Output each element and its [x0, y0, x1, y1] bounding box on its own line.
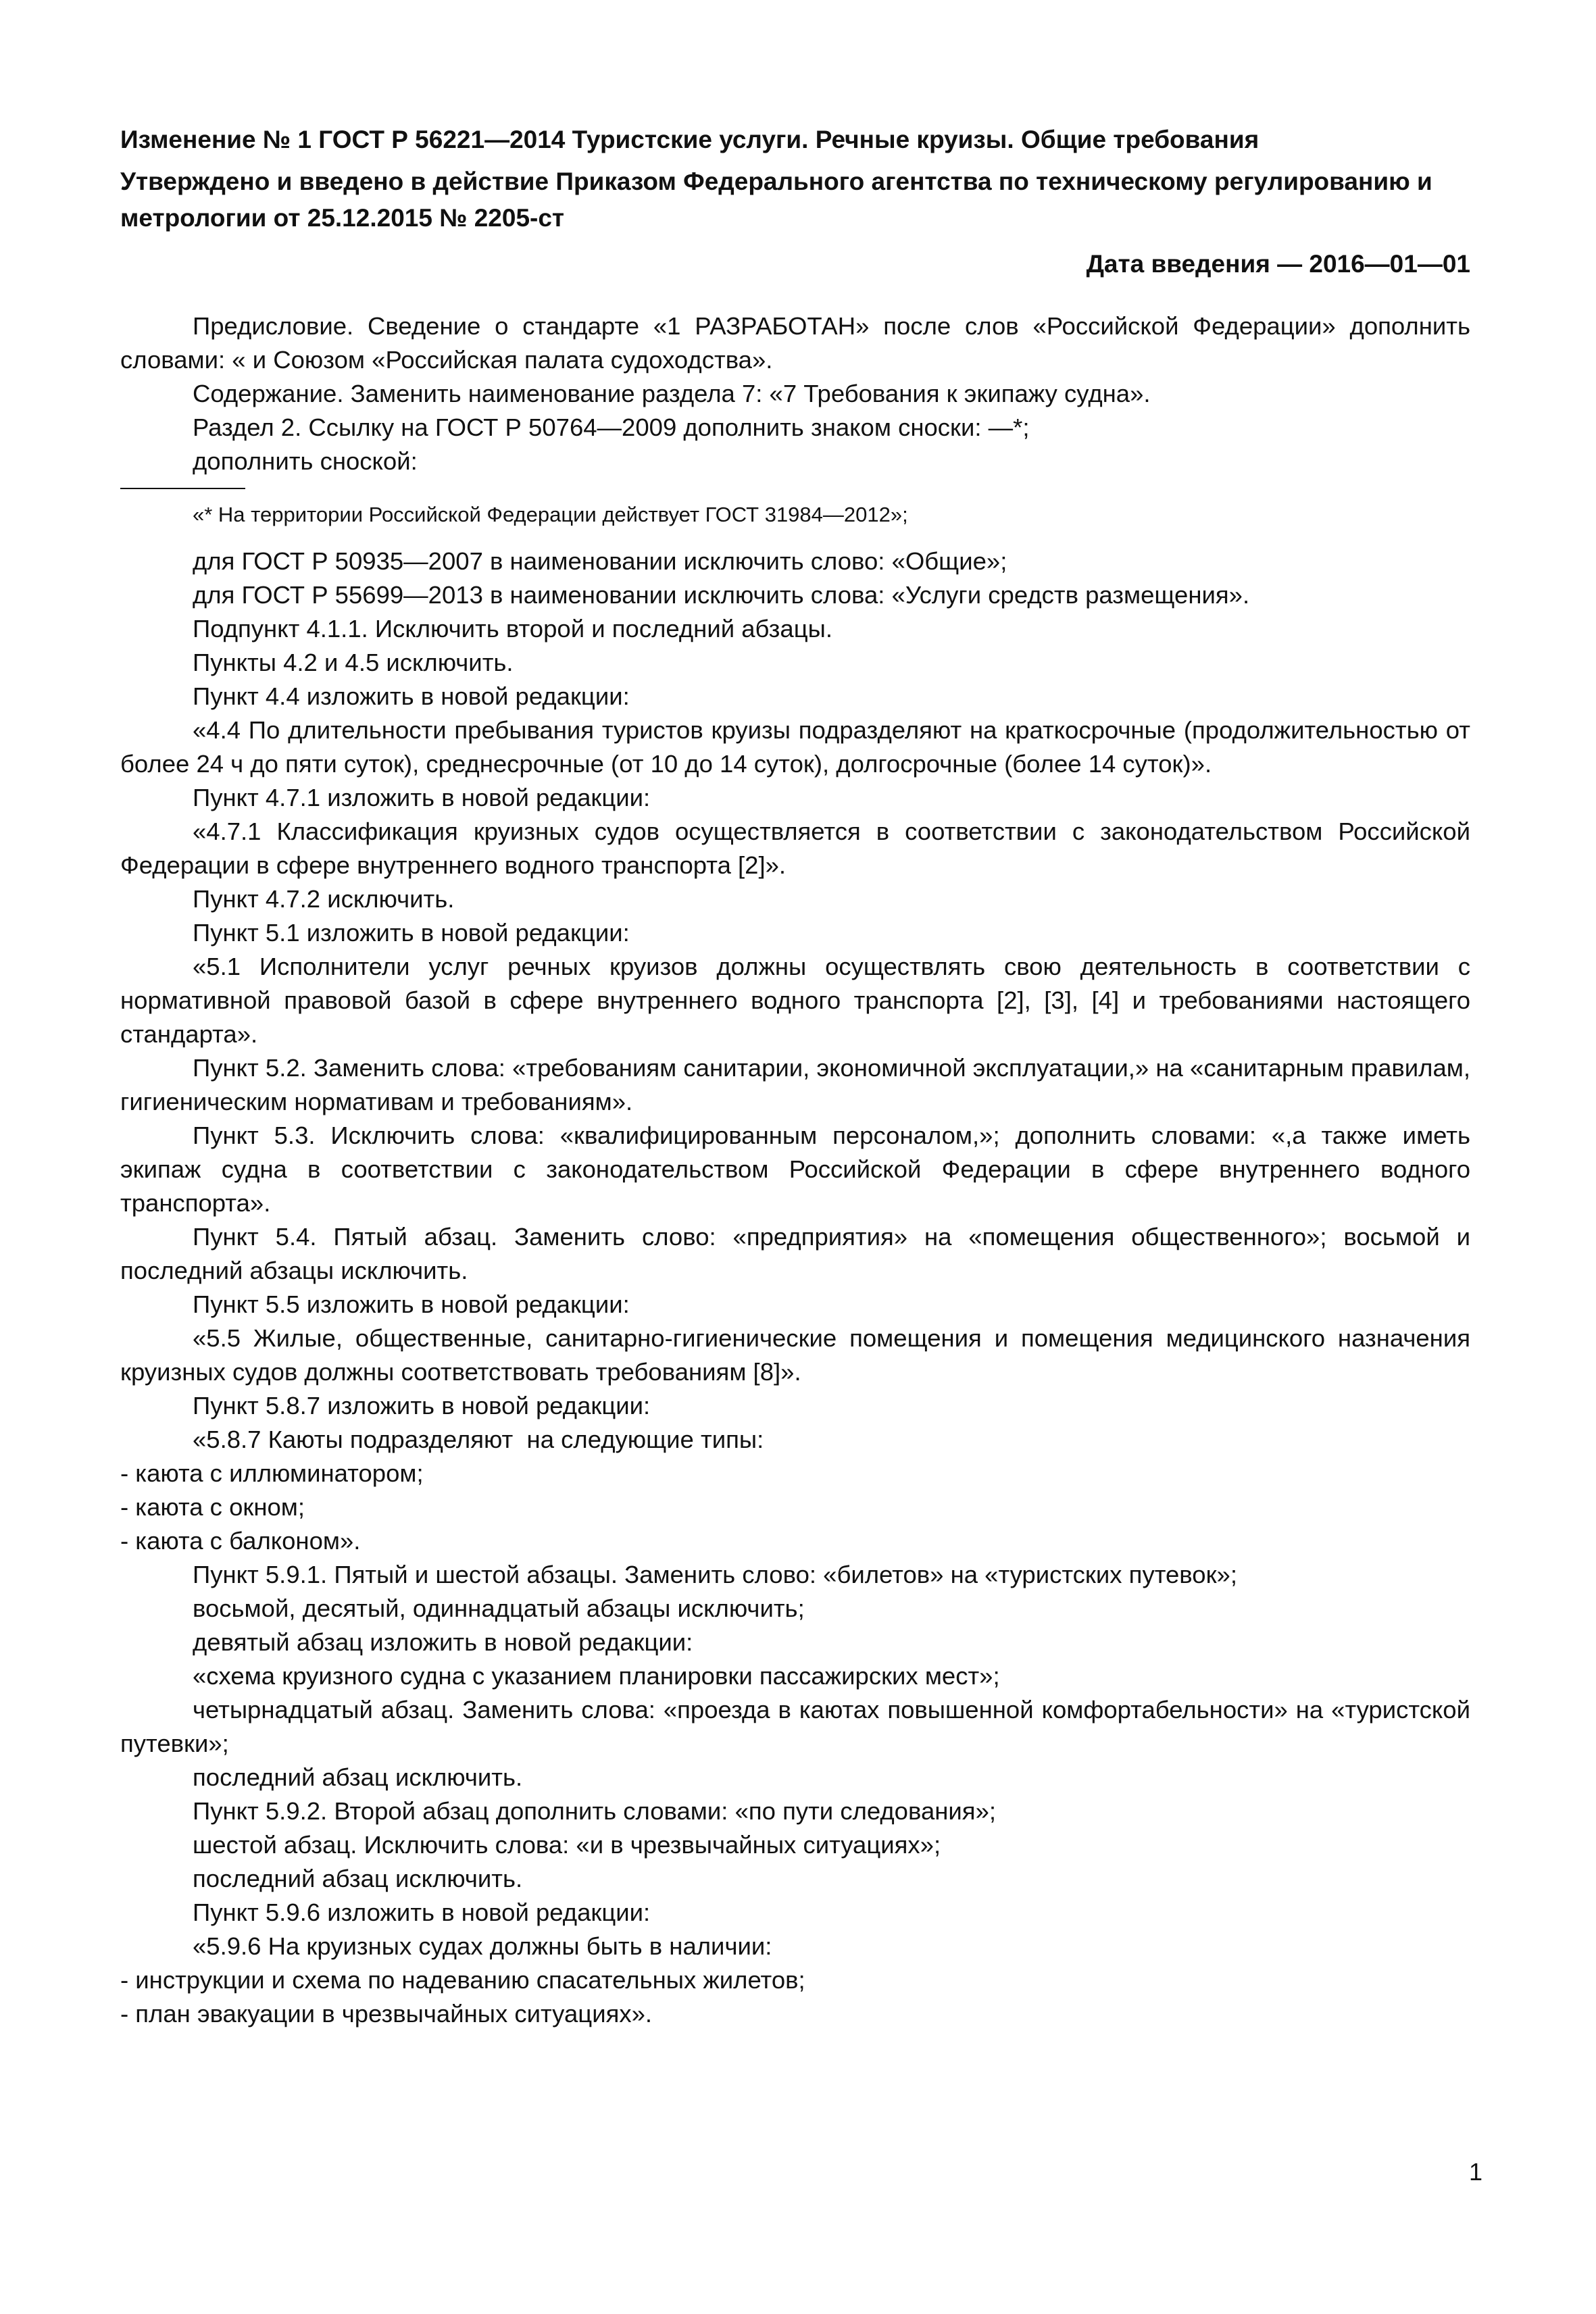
quoted-paragraph: «4.4 По длительности пребывания туристов круизы подразделяют на краткосрочные (продолжительностью от более 24 ч до пяти суток), среднесрочные (от 10 до 14 суток), долгосрочные (более 14 суток)».: [120, 716, 1470, 778]
paragraph: четырнадцатый абзац. Заменить слова: «проезда в каютах повышенной комфортабельности» на «туристской путевки»;: [120, 1696, 1470, 1757]
quoted-paragraph: «схема круизного судна с указанием планировки пассажирских мест»;: [193, 1662, 1000, 1690]
paragraph: Пункт 5.2. Заменить слова: «требованиям санитарии, экономичной эксплуатации,» на «санитарным правилам, гигиеническим нормативам и требованиям».: [120, 1054, 1470, 1115]
footnote-divider: [120, 488, 245, 489]
quoted-paragraph: «5.1 Исполнители услуг речных круизов должны осуществлять свою деятельность в соответствии с нормативной правовой базой в сфере внутреннего водного транспорта [2], [3], [4] и требованиями настоящего стандарта».: [120, 953, 1470, 1048]
paragraph: шестой абзац. Исключить слова: «и в чрезвычайных ситуациях»;: [193, 1831, 941, 1859]
list-item: - инструкции и схема по надеванию спасательных жилетов;: [120, 1966, 805, 1994]
paragraph: Пункт 4.4 изложить в новой редакции:: [193, 682, 630, 710]
paragraph: Раздел 2. Ссылку на ГОСТ Р 50764—2009 дополнить знаком сноски: —*;: [193, 413, 1030, 441]
effective-date: Дата введения — 2016—01—01: [1086, 250, 1470, 278]
paragraph: Пункт 5.8.7 изложить в новой редакции:: [193, 1392, 651, 1419]
paragraph: девятый абзац изложить в новой редакции:: [193, 1628, 693, 1656]
paragraph: дополнить сноской:: [193, 447, 418, 475]
paragraph: Содержание. Заменить наименование раздела 7: «7 Требования к экипажу судна».: [193, 380, 1151, 407]
paragraph: последний абзац исключить.: [193, 1865, 523, 1892]
paragraph: Пункт 5.9.6 изложить в новой редакции:: [193, 1898, 651, 1926]
quoted-paragraph: «5.9.6 На круизных судах должны быть в наличии:: [193, 1932, 772, 1960]
list-item: - каюта с иллюминатором;: [120, 1459, 424, 1487]
list-item: - каюта с балконом».: [120, 1527, 361, 1555]
paragraph: Пункт 5.9.1. Пятый и шестой абзацы. Заменить слово: «билетов» на «туристских путевок»;: [193, 1561, 1237, 1588]
paragraph: для ГОСТ Р 55699—2013 в наименовании исключить слова: «Услуги средств размещения».: [193, 581, 1250, 609]
paragraph: Пункт 4.7.2 исключить.: [193, 885, 455, 913]
paragraph: Пункт 4.7.1 изложить в новой редакции:: [193, 784, 651, 811]
page-number: 1: [1468, 2158, 1482, 2186]
paragraph: для ГОСТ Р 50935—2007 в наименовании исключить слово: «Общие»;: [193, 547, 1007, 575]
paragraph: восьмой, десятый, одиннадцатый абзацы исключить;: [193, 1594, 805, 1622]
footnote-text: «* На территории Российской Федерации действует ГОСТ 31984—2012»;: [193, 503, 908, 526]
paragraph: Пункт 5.1 изложить в новой редакции:: [193, 919, 630, 947]
amendment-title: Изменение № 1 ГОСТ Р 56221—2014 Туристские услуги. Речные круизы. Общие требования: [120, 126, 1260, 153]
paragraph: Подпункт 4.1.1. Исключить второй и последний абзацы.: [193, 615, 832, 643]
paragraph: Пункт 5.3. Исключить слова: «квалифицированным персоналом,»; дополнить словами: «,а также иметь экипаж судна в соответствии с законодательством Российской Федерации в сфере внутреннего водного транспорта».: [120, 1122, 1470, 1217]
paragraph: Пункт 5.5 изложить в новой редакции:: [193, 1290, 630, 1318]
quoted-paragraph: «5.5 Жилые, общественные, санитарно-гигиенические помещения и помещения медицинского назначения круизных судов должны соответствовать требованиям [8]».: [120, 1324, 1470, 1386]
quoted-paragraph: «5.8.7 Каюты подразделяют на следующие типы:: [193, 1426, 764, 1453]
list-item: - план эвакуации в чрезвычайных ситуациях».: [120, 2000, 653, 2028]
paragraph: Пункт 5.9.2. Второй абзац дополнить словами: «по пути следования»;: [193, 1797, 997, 1825]
paragraph: Пункт 5.4. Пятый абзац. Заменить слово: «предприятия» на «помещения общественного»; восьмой и последний абзацы исключить.: [120, 1223, 1470, 1284]
paragraph: Пункты 4.2 и 4.5 исключить.: [193, 649, 514, 676]
document-content: [120, 122, 1470, 2031]
approval-statement: Утверждено и введено в действие Приказом Федерального агентства по техническому регулированию и метрологии от 25.12.2015 № 2205-ст: [120, 168, 1432, 232]
paragraph: Предисловие. Сведение о стандарте «1 РАЗРАБОТАН» после слов «Российской Федерации» дополнить словами: « и Союзом «Российская палата судоходства».: [120, 312, 1470, 374]
paragraph: последний абзац исключить.: [193, 1763, 523, 1791]
quoted-paragraph: «4.7.1 Классификация круизных судов осуществляется в соответствии с законодательством Российской Федерации в сфере внутреннего водного транспорта [2]».: [120, 818, 1470, 879]
list-item: - каюта с окном;: [120, 1493, 305, 1521]
